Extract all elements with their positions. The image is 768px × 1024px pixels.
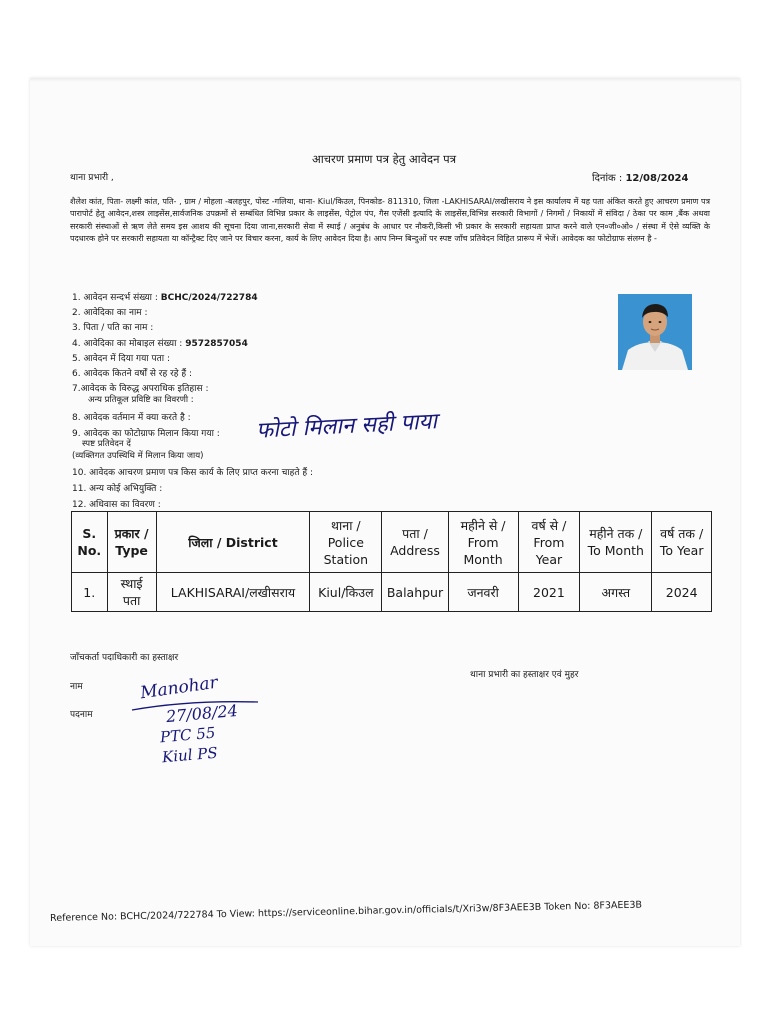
item-father-name xyxy=(72,320,153,333)
handwritten-photo-remark: फोटो मिलान सही पाया xyxy=(255,409,438,444)
date-value: 12/08/2024 xyxy=(625,173,689,184)
handwritten-signature-date: 27/08/24 xyxy=(165,700,239,727)
item-in-person-note xyxy=(72,450,203,461)
col-district: जिला / District xyxy=(156,512,310,573)
cell-sno: 1. xyxy=(72,573,108,612)
table-header-row xyxy=(72,512,712,573)
handwritten-signature-station: Kiul PS xyxy=(161,743,219,767)
item-adverse-entry xyxy=(88,394,194,405)
col-address: पता / Address xyxy=(382,512,448,573)
cell-police-station: Kiul/किउल xyxy=(310,573,382,612)
item-label: 8. आवेदक वर्तमान में क्या करते है : xyxy=(72,413,191,423)
item-other-remark xyxy=(72,481,162,494)
cell-from-year: 2021 xyxy=(518,573,580,612)
name-label: नाम xyxy=(70,682,83,692)
item-years-residing xyxy=(72,366,192,379)
item-value: BCHC/2024/722784 xyxy=(160,293,258,303)
item-label: 6. आवेदक कितने वर्षों से रह रहे हैं : xyxy=(72,369,193,379)
investigator-signature-label: जाँचकर्ता पदाधिकारी का हस्ताक्षर xyxy=(70,653,179,663)
cell-district: LAKHISARAI/लखीसराय xyxy=(156,573,310,612)
item-label: 12. अधिवास का विवरण : xyxy=(72,500,161,510)
item-address xyxy=(72,351,170,364)
item-applicant-name xyxy=(72,305,148,318)
reference-line: Reference No: BCHC/2024/722784 To View: https://serviceonline.bihar.gov.in/officials/t/Xri3w/8F3AEE3B Token No: 8F3AEE3B xyxy=(50,899,643,924)
item-label: 9. आवेदक का फोटोग्राफ मिलान किया गया : xyxy=(72,429,220,439)
cell-from-month: जनवरी xyxy=(448,573,518,612)
cell-type: स्थाई पता xyxy=(107,573,156,612)
item-label: स्पष्ट प्रतिवेदन दें xyxy=(82,439,131,449)
item-label: 10. आवेदक आचरण प्रमाण पत्र किस कार्य के लिए प्राप्त करना चाहते हैं : xyxy=(72,468,314,478)
item-label: 3. पिता / पति का नाम : xyxy=(72,323,154,333)
item-application-ref xyxy=(72,290,258,303)
table-row xyxy=(72,573,712,612)
item-label: 2. आवेदिका का नाम : xyxy=(72,308,148,318)
item-clear-report xyxy=(82,438,131,449)
item-criminal-history xyxy=(72,381,209,394)
document-title: आचरण प्रमाण पत्र हेतु आवेदन पत्र xyxy=(311,152,457,166)
item-label: अन्य प्रतिकूल प्रविष्टि का विवरणी : xyxy=(88,395,194,405)
item-current-occupation xyxy=(72,410,191,423)
sheet-edge xyxy=(30,78,740,82)
officer-signature-label: थाना प्रभारी का हस्ताक्षर एवं मुहर xyxy=(470,670,579,680)
cell-to-month: अगस्त xyxy=(580,573,652,612)
handwritten-signature-name: Manohar xyxy=(138,672,219,704)
item-label: 11. अन्य कोई अभियुक्ति : xyxy=(72,484,163,494)
item-label: 7.आवेदक के विरुद्ध अपराधिक इतिहास : xyxy=(72,384,209,394)
domicile-table xyxy=(71,511,712,612)
cell-address: Balahpur xyxy=(382,573,448,612)
col-from-year: वर्ष से / From Year xyxy=(518,512,580,573)
item-label: 4. आवेदिका का मोबाइल संख्या : xyxy=(72,339,183,349)
item-purpose xyxy=(72,465,313,478)
item-label: (व्यक्तिगत उपस्थिथि में मिलान किया जाय) xyxy=(72,451,204,461)
date-label: दिनांक : xyxy=(592,173,623,184)
applicant-photo-image xyxy=(618,294,692,370)
col-type: प्रकार / Type xyxy=(107,512,156,573)
item-label: 5. आवेदन में दिया गया पता : xyxy=(72,354,170,364)
col-from-month: महीने से / From Month xyxy=(448,512,518,573)
col-sno: S. No. xyxy=(72,512,108,573)
col-to-year: वर्ष तक / To Year xyxy=(652,512,712,573)
item-mobile xyxy=(72,336,248,349)
applicant-photo xyxy=(618,294,692,370)
item-value: 9572857054 xyxy=(185,339,248,349)
designation-label: पदनाम xyxy=(70,710,93,720)
col-police-station: थाना / Police Station xyxy=(310,512,382,573)
intro-paragraph: शैलेश कांत, पिता- लक्ष्मी कांत, पति- , ग्राम / मोहला -बलहपुर, पोस्ट -गलिया, थाना- Kiul/किउल, पिनकोड- 811310, जिला -LAKHISARAI/लखीसराय ने इस कार्यालय में यह पता अंकित करते हुए आचरण प्रमाण पत्र पारापोर्ट हेतु आवेदन,शस्त्र लाइसेंस,सार्वजनिक उपक्रमों से सम्बंधित विभिन्न प्रकार के लाइसेंस, पेट्रोल पंप, गैस एजेंसी इत्यादि के लाइसेंस,विभिन्न सरकारी विभागों / निगमों / निकायों में संविदा / ठेका पर काम ,बैंक अथवा सरकारी संस्थाओं से ऋण लेते समय इस आशय की सूचना दिया जाना,सरकारी सेवा में स्थाई / अनुबंध के आधार पर नौकरी,किसी भी प्रकार के सरकारी सहायता प्राप्त करने वाले एन०जी०ओ० / संस्था में ऐसे व्यक्ति के पदधारक होने पर सरकारी सहायता या कॉन्ट्रैक्ट दिए जाने पर विचार करना, कार्य के लिए आवेदन दिया है। आप निम्न बिन्दुओं पर स्पष्ट जाँच प्रतिवेदन विहित प्रारूप में भेजें। आवेदक का फोटोग्राफ संलग्न है - xyxy=(70,197,710,244)
cell-to-year: 2024 xyxy=(652,573,712,612)
col-to-month: महीने तक / To Month xyxy=(580,512,652,573)
date-line xyxy=(592,170,688,184)
addressee: थाना प्रभारी , xyxy=(70,173,114,183)
item-domicile-details xyxy=(72,497,161,510)
item-label: 1. आवेदन सन्दर्भ संख्या : xyxy=(72,293,158,303)
handwritten-signature-rank: PTC 55 xyxy=(159,723,217,747)
